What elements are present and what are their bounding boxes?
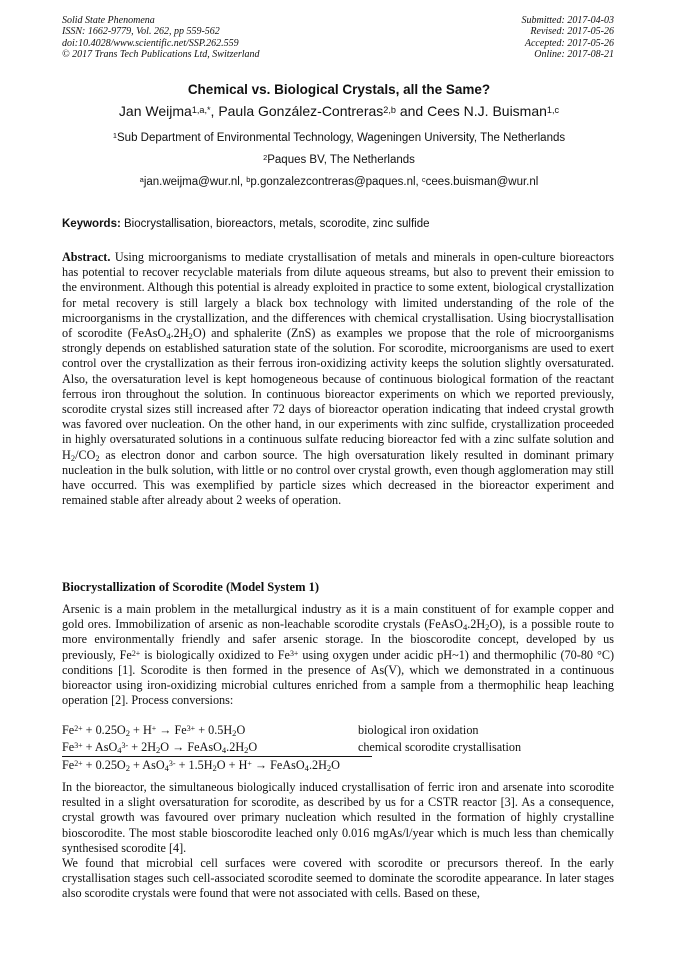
subscript: 2 (485, 622, 490, 633)
email-link: p.gonzalezcontreras@paques.nl, (250, 176, 422, 188)
affiliation-2 (0, 154, 678, 166)
dates-header (522, 15, 615, 60)
superscript: 3+ (74, 741, 83, 751)
equation-text: O + H (216, 758, 248, 772)
subscript: 4 (304, 763, 309, 774)
abstract-paragraph (62, 250, 614, 508)
keywords-label: Keywords: (62, 218, 121, 230)
affiliation-text: Paques BV, The Netherlands (267, 154, 415, 166)
abstract-text: O) and sphalerite (ZnS) as examples we propose that the role of microorganisms strongly depends on established saturation state of the solution. For scorodite, microorganisms are used to exert control over the crystallization as their ferrous iron-oxidizing activity keeps the solution slightly oversaturated. Also, the oversaturation level is kept homogeneous because of continuous biological formation of the reactant ferrous iron throughout the solution. In continuous bioreactor experiments on which we reported previously, scorodite crystal sizes still increased after 72 days of bioreactor operation indicating that indeed crystal growth was favored over nucleation. On the other hand, in our experiments with zinc sulfide, crystallization proceeded in highly oversaturated solutions in a continuous sulfate reducing bioreactor fed with a zinc sulfate solution and H (62, 326, 615, 462)
superscript: 3- (121, 741, 129, 751)
subscript: 4 (462, 622, 468, 633)
email-marker: c (421, 175, 426, 185)
body-text: O), is a possible route to more environmentally friendly and safer arsenic storage. In the bioscorodite concept, developed by us previously, Fe (62, 617, 614, 662)
equation-text: + AsO (130, 758, 165, 772)
equation-text: + 1.5H (175, 758, 213, 772)
subscript: 2 (70, 452, 76, 463)
equation-text: + 0.25O (82, 723, 126, 737)
keywords (62, 218, 430, 230)
equation-text: Fe (62, 723, 75, 737)
superscript: 3+ (289, 648, 299, 658)
body-paragraph: In the bioreactor, the simultaneous biologically induced crystallisation of ferric iron and arsenate into scorodite resulted in a slight oversaturation for scorodite, as described by us for a CSTR reactor [3]. As a consequence, crystal growth was favoured over primary nucleation which resulted in the formation of highly crystalline bioscorodite. The most stable bioscorodite leached only 0.016 mgAs/l/year which is much less than chemically synthesised scorodite [4]. (62, 780, 614, 855)
body-paragraph: We found that microbial cell surfaces were covered with scorodite or precursors thereof. In the early crystallisation stages such cell-associated scorodite seemed to dominate the scorodite appearance. In later stages also scorodite crystals were found that were not associated with cells. Based on these, (62, 856, 614, 901)
equation-label: chemical scorodite crystallisation (358, 740, 522, 754)
equation-text: O → FeAsO (160, 740, 222, 754)
submitted-date: Submitted: 2017-04-03 (521, 15, 614, 26)
email-link: jan.weijma@wur.nl, (143, 176, 247, 188)
subscript: 2 (326, 763, 332, 774)
copyright: © 2017 Trans Tech Publications Ltd, Switzerland (62, 48, 260, 60)
subscript: 4 (164, 763, 169, 774)
author-1: Jan Weijma (118, 103, 192, 119)
abstract-text: as electron donor and carbon source. The high oversaturation likely resulted in dominant primary nucleation in the bulk solution, with little or no control over crystal growth, even though agglomeration may still have occurred. This was exemplified by particle sizes which decreased in the bioreactor experiment and remained stable after already about 2 weeks of operation. (62, 447, 614, 508)
subscript: 2 (95, 452, 100, 463)
issn: ISSN: 1662-9779, Vol. 262, pp 559-562 (62, 26, 220, 38)
author-emails (0, 176, 678, 188)
affiliation-text: Sub Department of Environmental Technology, Wageningen University, The Netherlands (117, 132, 566, 144)
subscript: 2 (188, 331, 193, 342)
author-2-affiliation: 2,b (383, 104, 396, 115)
revised-date: Revised: 2017-05-26 (530, 26, 614, 38)
superscript: 3- (168, 759, 176, 769)
paper-title: Chemical vs. Biological Crystals, all the Same? (187, 82, 491, 97)
superscript: 3+ (186, 724, 196, 734)
email-marker: a (139, 175, 144, 185)
abstract-text: .2H (170, 326, 189, 341)
equation-text: → FeAsO (251, 758, 305, 772)
abstract-text: Using microorganisms to mediate crystallisation of metals and minerals in open-culture bioreactors has potential to recover recyclable materials from dilute aqueous streams, but also to prevent their emission to the environment. Although this potential is already exploited in practice to some extent, biological crystallization for metal recovery is still largely a black box technology with limited understanding of the role of the microorganisms in the crystallization, and the differences with chemical crystallisation. Using biocrystallisation of scorodite (FeAsO (62, 250, 614, 341)
subscript: 4 (117, 745, 122, 756)
affiliation-number: 2 (263, 153, 268, 163)
subscript: 2 (125, 728, 130, 739)
equation-text: + AsO (82, 740, 118, 754)
subscript: 2 (244, 745, 249, 756)
author-3-affiliation: 1,c (546, 104, 560, 115)
equation-text: .2H (226, 740, 245, 754)
author-3: Cees N.J. Buisman (427, 103, 547, 119)
section-heading: Biocrystallization of Scorodite (Model System 1) (62, 580, 320, 594)
superscript: + (151, 724, 157, 734)
affiliation-number: 1 (112, 131, 118, 141)
subscript: 4 (166, 331, 171, 342)
subscript: 4 (221, 745, 227, 756)
superscript: 2+ (131, 648, 141, 658)
equation-text: + 0.25O (82, 758, 126, 772)
doi: doi:10.4028/www.scientific.net/SSP.262.559 (62, 37, 239, 49)
body-text: .2H (467, 617, 486, 632)
author-1-affiliation: 1,a,* (191, 104, 211, 115)
equation-sum-rule (62, 756, 372, 757)
subscript: 2 (156, 745, 161, 756)
body-paragraph (62, 602, 614, 708)
superscript: 2+ (74, 724, 83, 734)
subscript: 2 (125, 763, 130, 774)
superscript: 2+ (74, 759, 83, 769)
equation-text: .2H (308, 758, 327, 772)
equation-text: Fe (62, 740, 75, 754)
equation-label: biological iron oxidation (358, 723, 479, 737)
equation-text: → Fe (156, 723, 187, 737)
abstract-text: /CO (75, 447, 96, 462)
equation-text: Fe (62, 758, 75, 772)
equation-text: + 0.5H (195, 723, 233, 737)
equation-text: O (331, 758, 340, 772)
accepted-date: Accepted: 2017-05-26 (524, 37, 614, 49)
equation-text: O (236, 723, 246, 737)
equation-overall (62, 758, 340, 773)
abstract-label: Abstract. (62, 250, 111, 264)
equation-text: + 2H (128, 740, 157, 754)
equation-scorodite-crystallisation (62, 740, 522, 756)
email-link: cees.buisman@wur.nl (425, 176, 539, 188)
email-marker: b (246, 175, 251, 185)
journal-name: Solid State Phenomena (62, 15, 155, 26)
author-separator: and (395, 103, 428, 119)
journal-header (62, 15, 260, 60)
keywords-text: Biocrystallisation, bioreactors, metals, scorodite, zinc sulfide (120, 218, 430, 230)
subscript: 2 (232, 728, 237, 739)
subscript: 2 (212, 763, 217, 774)
author-2: Paula González-Contreras (218, 103, 384, 119)
online-date: Online: 2017-08-21 (534, 48, 614, 60)
equation-text: + H (130, 723, 152, 737)
body-text: Arsenic is a main problem in the metallurgical industry as it is a main constituent of for example copper and gold ores. Immobilization of arsenic as non-leachable scorodite crystals (FeAsO (62, 602, 614, 632)
body-text: is biologically oxidized to Fe (140, 647, 290, 662)
affiliation-1 (0, 132, 678, 144)
equation-iron-oxidation (62, 723, 479, 739)
body-text: using oxygen under acidic pH~1) and thermophilic (70-80 °C) conditions [1]. Scorodite is then formed in the presence of As(V), which we demonstrated in a continuous bioreactor using iron-oxidizing microbial cultures enriched from a sample from a thermophilic heap leaching operation [2]. Process conversions: (62, 647, 615, 708)
superscript: + (247, 759, 252, 769)
author-list (0, 103, 678, 119)
author-separator: , (210, 103, 219, 119)
equation-text: O (248, 740, 258, 754)
